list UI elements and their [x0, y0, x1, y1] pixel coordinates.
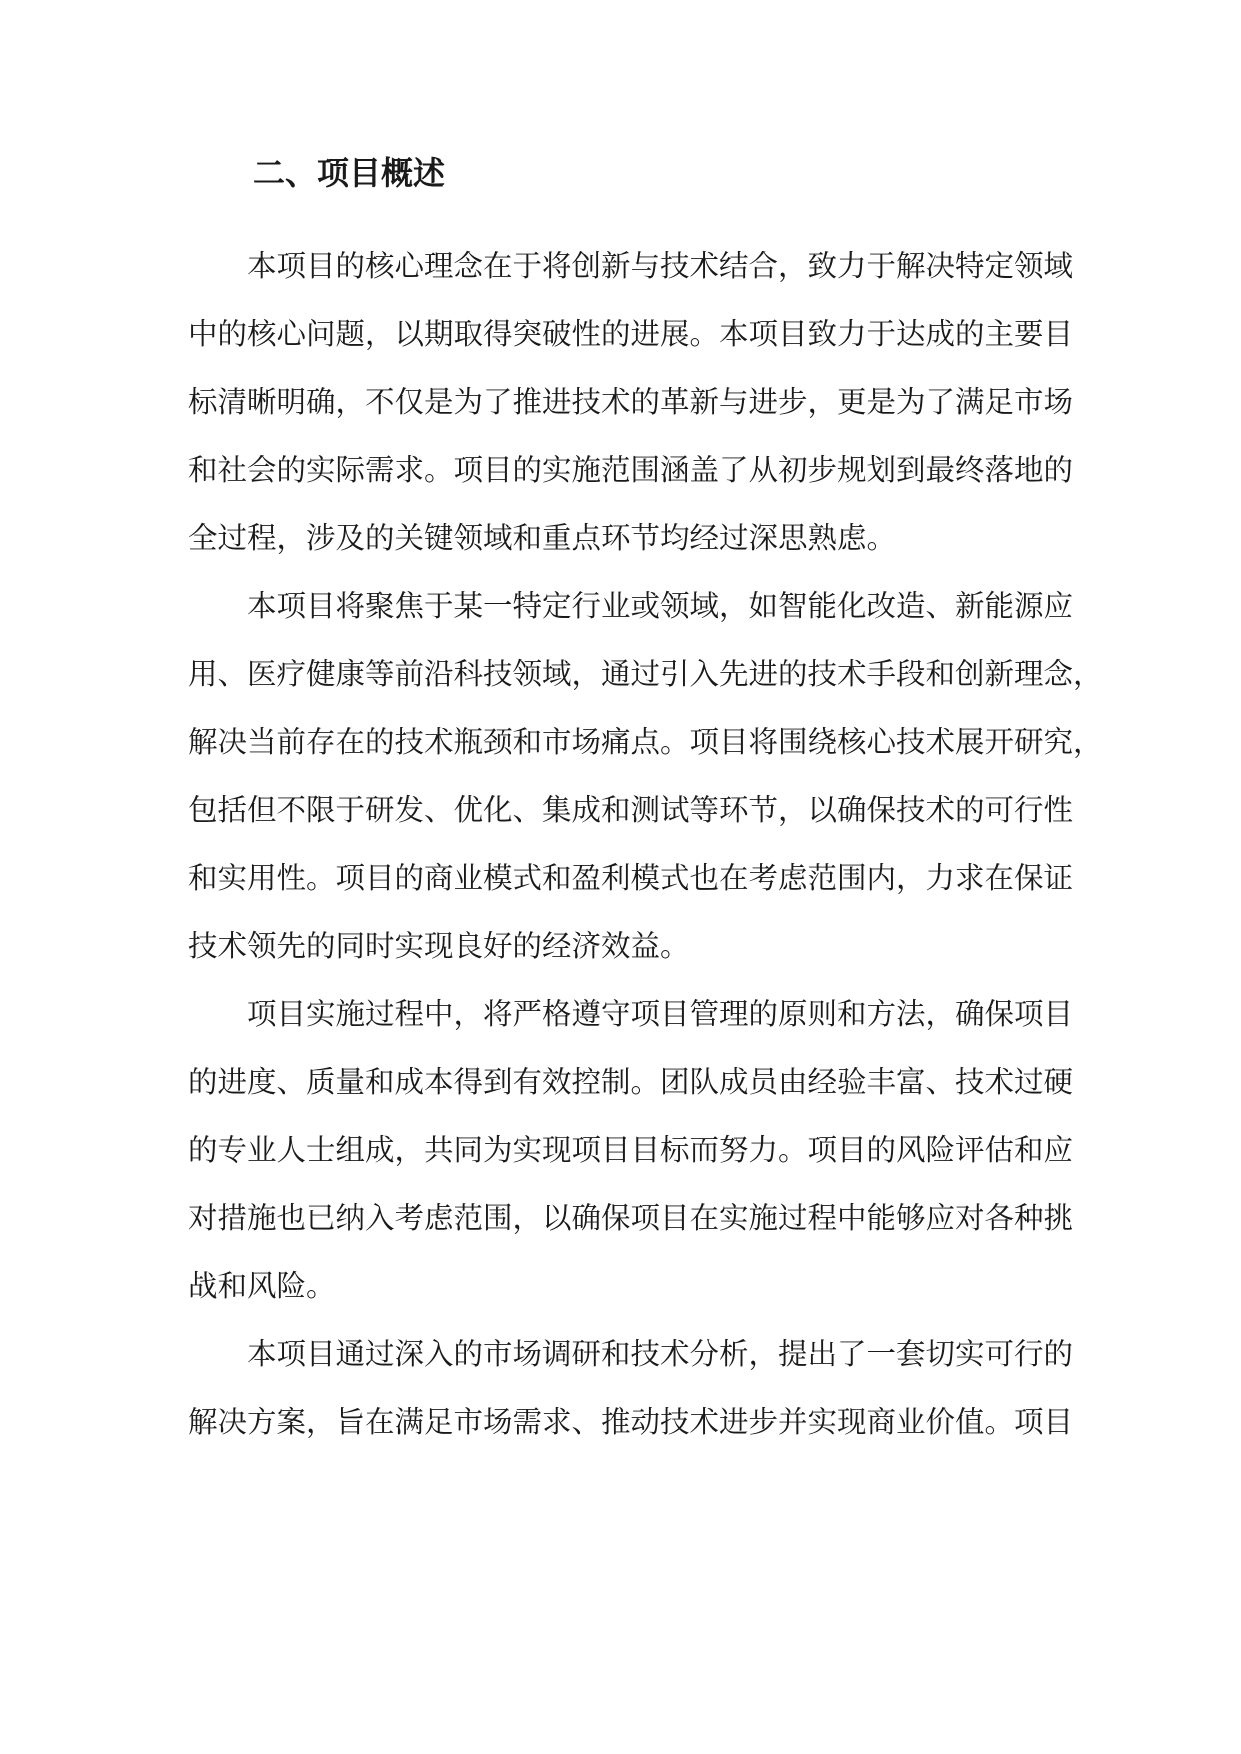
text-line: 包括但不限于研发、优化、集成和测试等环节，以确保技术的可行性 [188, 793, 1074, 827]
body-text [188, 232, 1103, 1456]
text-line: 技术领先的同时实现良好的经济效益。 [188, 929, 690, 963]
text-line: 本项目将聚焦于某一特定行业或领域，如智能化改造、新能源应 [247, 589, 1074, 623]
text-line: 和实用性。项目的商业模式和盈利模式也在考虑范围内，力求在保证 [188, 861, 1074, 895]
section-heading: 二、项目概述 [253, 154, 446, 192]
text-line: 全过程，涉及的关键领域和重点环节均经过深思熟虑。 [188, 521, 897, 555]
text-line: 中的核心问题，以期取得突破性的进展。本项目致力于达成的主要目 [188, 317, 1074, 351]
text-line: 本项目的核心理念在于将创新与技术结合，致力于解决特定领域 [247, 249, 1074, 283]
text-line: 和社会的实际需求。项目的实施范围涵盖了从初步规划到最终落地的 [188, 453, 1074, 487]
text-line: 对措施也已纳入考虑范围，以确保项目在实施过程中能够应对各种挑 [188, 1201, 1074, 1235]
text-line: 项目实施过程中，将严格遵守项目管理的原则和方法，确保项目 [247, 997, 1074, 1031]
text-line: 解决当前存在的技术瓶颈和市场痛点。项目将围绕核心技术展开研究， [188, 725, 1103, 759]
text-line: 用、医疗健康等前沿科技领域，通过引入先进的技术手段和创新理念， [188, 657, 1103, 691]
text-line: 标清晰明确，不仅是为了推进技术的革新与进步，更是为了满足市场 [188, 385, 1074, 419]
text-line: 的进度、质量和成本得到有效控制。团队成员由经验丰富、技术过硬 [188, 1065, 1074, 1099]
text-line: 战和风险。 [188, 1269, 336, 1303]
paragraph-3 [188, 980, 1074, 1320]
text-line: 的专业人士组成，共同为实现项目目标而努力。项目的风险评估和应 [188, 1133, 1074, 1167]
paragraph-2 [188, 572, 1103, 980]
paragraph-4 [188, 1320, 1074, 1456]
text-line: 解决方案，旨在满足市场需求、推动技术进步并实现商业价值。项目 [188, 1405, 1074, 1439]
text-line: 本项目通过深入的市场调研和技术分析，提出了一套切实可行的 [247, 1337, 1074, 1371]
paragraph-1 [188, 232, 1074, 572]
